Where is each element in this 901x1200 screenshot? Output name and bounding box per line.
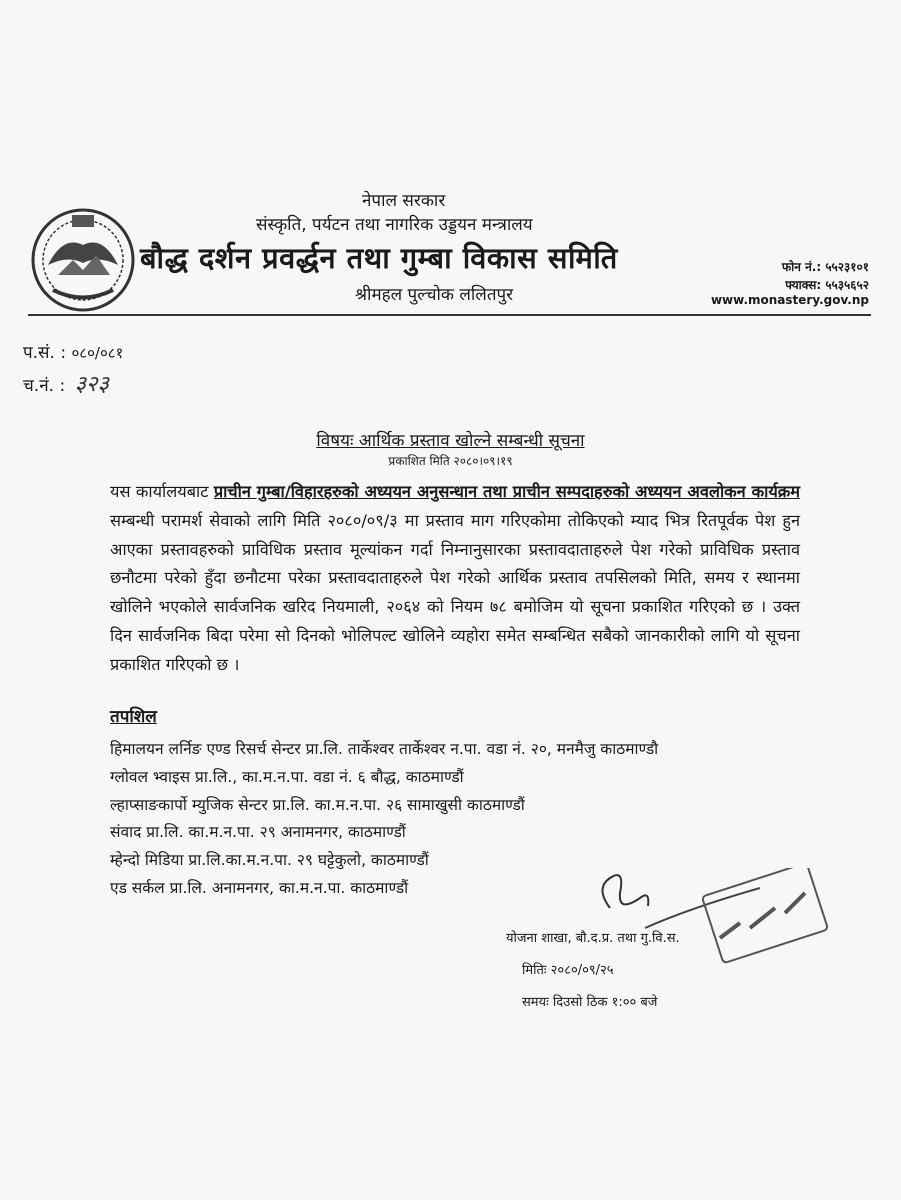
government-name: नेपाल सरकार: [362, 191, 446, 211]
cn-number: [23, 368, 109, 398]
cn-label: च.नं. :: [23, 376, 66, 396]
list-item: ग्लोवल भ्वाइस प्रा.लि., का.म.न.पा. वडा नं. ६ बौद्ध, काठमाण्डौं: [110, 767, 464, 786]
website: www.monastery.gov.np: [710, 293, 869, 307]
ps-value: ०८०/०८१: [71, 344, 124, 362]
subject: [0, 428, 901, 451]
opening-time: समयः दिउसो ठिक १:०० बजे: [522, 995, 658, 1010]
list-item: म्हेन्दो मिडिया प्रा.लि.का.म.न.पा. २९ घट्टेकुलो, काठमाण्डौं: [110, 851, 429, 870]
fax-number: फ्याक्स: ५५३५६५२: [785, 278, 869, 292]
phone-number: फोन नं.: ५५२३१०१: [781, 260, 869, 274]
cn-value: ३२३: [74, 372, 109, 397]
ministry-name: संस्कृति, पर्यटन तथा नागरिक उड्डयन मन्त्रालय: [256, 215, 533, 235]
bidder-list: [110, 736, 658, 903]
subject-text: विषयः आर्थिक प्रस्ताव खोल्ने सम्बन्धी सूचना: [316, 431, 585, 451]
opening-date: मितिः २०८०/०९/२५: [522, 963, 614, 978]
list-item: हिमालयन लर्निङ एण्ड रिसर्च सेन्टर प्रा.लि. तार्केश्वर तार्केश्वर न.पा. वडा नं. २०, मनमैजु काठमाण्डौ: [110, 740, 659, 758]
issuing-branch: योजना शाखा, बौ.द.प्र. तथा गु.वि.स.: [506, 931, 680, 946]
list-item: एड सर्कल प्रा.लि. अनामनगर, का.म.न.पा. काठमाण्डौं: [110, 878, 409, 897]
list-item: ल्हाप्साङकार्पो म्युजिक सेन्टर प्रा.लि. का.म.न.पा. २६ सामाखुसी काठमाण्डौं: [110, 795, 525, 814]
ps-number: [23, 340, 123, 363]
notice-body: [110, 478, 800, 680]
header-divider: [28, 314, 871, 316]
nepal-emblem-icon: [28, 205, 138, 315]
body-intro: यस कार्यालयबाट: [110, 482, 214, 501]
program-name: प्राचीन गुम्बा/विहारहरुको अध्ययन अनुसन्धान तथा प्राचीन सम्पदाहरुको अध्ययन अवलोकन कार्यक्रम: [213, 482, 800, 501]
published-date: प्रकाशित मिति २०८०।०९।१९: [388, 454, 513, 468]
tapashil-heading: तपशिल: [110, 707, 157, 727]
body-rest: सम्बन्धी परामर्श सेवाको लागि मिति २०८०/०९/३ मा प्रस्ताव माग गरिएकोमा तोकिएको म्याद भित्र रितपूर्वक पेश हुन आएका प्रस्तावहरुको प्राविधिक प्रस्ताव मूल्यांकन गर्दा निम्नानुसारका प्रस्तावदाताहरुले पेश गरेको प्राविधिक प्रस्ताव छनौटमा परेको हुँदा छनौटमा परेका प्रस्तावदाताहरुले पेश गरेको आर्थिक प्रस्ताव तपसिलको मिति, समय र स्थानमा खोलिने भएकोले सार्वजनिक खरिद नियमाली, २०६४ को नियम ७८ बमोजिम यो सूचना प्रकाशित गरिएको छ । उक्त दिन सार्वजनिक बिदा परेमा सो दिनको भोलिपल्ट खोलिने व्यहोरा समेत सम्बन्धित सबैको जानकारीको लागि यो सूचना प्रकाशित गरिएको छ ।: [110, 510, 800, 674]
ps-label: प.सं. :: [23, 343, 67, 363]
office-address: श्रीमहल पुल्चोक ललितपुर: [355, 285, 514, 305]
committee-name: बौद्ध दर्शन प्रवर्द्धन तथा गुम्बा विकास समिति: [140, 241, 618, 275]
list-item: संवाद प्रा.लि. का.म.न.पा. २९ अनामनगर, काठमाण्डौं: [110, 823, 406, 842]
